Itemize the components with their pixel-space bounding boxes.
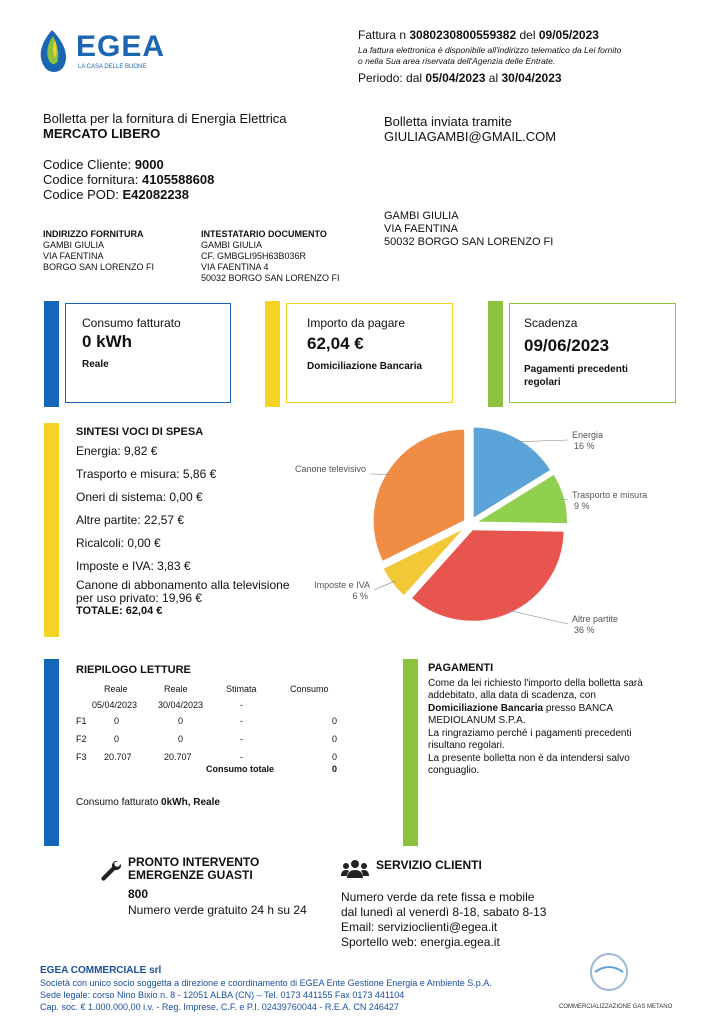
- payment-line-4: MEDIOLANUM S.P.A.: [428, 715, 526, 726]
- mailing-name: GAMBI GIULIA: [384, 210, 459, 222]
- pie-percent-label: 9 %: [574, 501, 590, 511]
- row-label: F1: [76, 716, 87, 726]
- period-to: 30/04/2023: [501, 71, 562, 85]
- holder-name: GAMBI GIULIA: [201, 240, 263, 250]
- invoice-number-line: [358, 28, 599, 42]
- holder-title: INTESTATARIO DOCUMENTO: [201, 229, 327, 239]
- readings-total-value: 0: [332, 764, 338, 774]
- service-email[interactable]: Email: servizioclienti@egea.it: [341, 920, 498, 934]
- footer: [40, 965, 580, 1013]
- notice-line-2: o nella Sua area riservata dell'Agenzia delle Entrate.: [358, 56, 556, 66]
- readings-footer: [76, 797, 220, 808]
- costs-title: SINTESI VOCI DI SPESA: [76, 426, 204, 438]
- certification-badge: [559, 950, 673, 1010]
- service-line-2: dal lunedì al venerdì 8-18, sabato 8-13: [341, 905, 547, 919]
- due-box: [509, 303, 676, 403]
- supply-address: [43, 229, 193, 273]
- row-c1: 0: [114, 716, 120, 726]
- row-label: F2: [76, 734, 87, 744]
- pie-leader-line: [508, 610, 568, 624]
- due-value: 09/06/2023: [524, 336, 610, 355]
- payment-line-5: La ringraziamo perché i pagamenti precedenti: [428, 727, 632, 739]
- period-prefix: Periodo: dal: [358, 71, 423, 85]
- consumption-bar: [44, 301, 59, 407]
- row-c4: 0: [332, 752, 338, 762]
- holder-cf: CF. GMBGLI95H63B036R: [201, 251, 307, 261]
- amount-method: Domiciliazione Bancaria: [307, 361, 423, 372]
- readings-title: RIEPILOGO LETTURE: [76, 664, 191, 676]
- readings-header-2: Reale: [164, 684, 188, 694]
- supply-address-line2: BORGO SAN LORENZO FI: [43, 262, 155, 272]
- row-c2: 20.707: [164, 752, 192, 762]
- cost-imposte: Imposte e IVA: 3,83 €: [76, 559, 191, 573]
- payment-line-1: Come da lei richiesto l'importo della bolletta sarà: [428, 677, 643, 689]
- service-info: [341, 890, 546, 950]
- payment-line-2: addebitato, alla data di scadenza, con: [428, 690, 596, 701]
- cost-energia: Energia: 9,82 €: [76, 444, 158, 458]
- costs-bar: [44, 423, 59, 637]
- certification-text: COMMERCIALIZZAZIONE GAS METANO: [559, 1004, 673, 1010]
- supply-title: Bolletta per la fornitura di Energia Elettrica: [43, 111, 287, 126]
- pie-label: Imposte e IVA: [314, 580, 370, 590]
- pie-percent-label: 6 %: [352, 591, 368, 601]
- period-line: [358, 71, 562, 85]
- row-c1: 0: [114, 734, 120, 744]
- users-icon: [341, 858, 369, 880]
- invoice-date: 09/05/2023: [538, 28, 599, 42]
- payment-text: [428, 662, 698, 778]
- cost-oneri: Oneri di sistema: 0,00 €: [76, 490, 203, 504]
- row-c3: -: [240, 734, 243, 744]
- due-note-2: regolari: [524, 377, 561, 388]
- pie-label: Trasporto e misura: [572, 490, 648, 500]
- customer-code-label: Codice Cliente:: [43, 157, 132, 172]
- pie-label: Energia: [572, 430, 604, 440]
- pie-label: Canone televisivo: [294, 464, 366, 474]
- einvoice-notice: [358, 45, 688, 67]
- period-mid: al: [488, 71, 499, 85]
- supply-address-name: GAMBI GIULIA: [43, 240, 105, 250]
- wrench-icon: [98, 858, 122, 882]
- readings-date-1: 05/04/2023: [92, 700, 138, 710]
- holder-street: VIA FAENTINA 4: [201, 262, 269, 272]
- invoice-date-prefix: del: [519, 28, 536, 42]
- payment-line-7: La presente bolletta non è da intendersi salvo: [428, 752, 630, 764]
- invoice-prefix: Fattura n: [358, 28, 407, 42]
- mailing-address: [384, 210, 553, 249]
- pie-label: Altre partite: [572, 614, 619, 624]
- readings-footer-value: 0kWh, Reale: [161, 797, 220, 808]
- service-web[interactable]: Sportello web: energia.egea.it: [341, 935, 500, 949]
- consumption-title: Consumo fatturato: [82, 316, 181, 330]
- emergency-number: 800: [128, 887, 149, 901]
- invoice-number: 3080230800559382: [409, 28, 517, 42]
- payment-line-3: [428, 703, 698, 716]
- row-c2: 0: [178, 716, 184, 726]
- cost-canone-2: per uso privato: 19,96 €: [76, 591, 203, 605]
- readings-date-3: -: [240, 700, 243, 710]
- readings-header-1: Reale: [104, 684, 128, 694]
- sent-to-email: GIULIAGAMBI@GMAIL.COM: [384, 129, 557, 144]
- row-c3: -: [240, 752, 243, 762]
- readings-header-4: Consumo: [290, 684, 329, 694]
- cost-canone-1: Canone di abbonamento alla televisione: [76, 578, 290, 592]
- mailing-city: 50032 BORGO SAN LORENZO FI: [384, 236, 554, 248]
- emergency-title: [128, 856, 259, 882]
- emergency-title-1: PRONTO INTERVENTO: [128, 855, 260, 869]
- consumption-box: [65, 303, 231, 403]
- footer-line-3: Cap. soc. € 1.000.000,00 i.v. - Reg. Imprese, C.F. e P.I. 02439760044 - R.E.A. CN 246427: [40, 1002, 399, 1012]
- supply-info: [43, 111, 343, 202]
- service-title: SERVIZIO CLIENTI: [376, 858, 482, 872]
- payment-line-8: conguaglio.: [428, 765, 480, 776]
- sent-to-label: Bolletta inviata tramite: [384, 114, 512, 129]
- customer-code-row: [43, 157, 343, 172]
- pod-code-row: [43, 187, 343, 202]
- pie-leader-line: [374, 581, 395, 590]
- cost-pie-chart: [280, 420, 660, 650]
- service-line-1: Numero verde da rete fissa e mobile: [341, 890, 535, 904]
- cost-altre: Altre partite: 22,57 €: [76, 513, 185, 527]
- readings-date-2: 30/04/2023: [158, 700, 204, 710]
- consumption-value: 0 kWh: [82, 332, 133, 351]
- customer-code: 9000: [134, 157, 164, 172]
- supply-code-label: Codice fornitura:: [43, 172, 139, 187]
- logo-tagline: LA CASA DELLE BUONE: [78, 64, 147, 70]
- row-c4: 0: [332, 716, 338, 726]
- payment-method: Domiciliazione Bancaria: [428, 702, 544, 714]
- notice-line-1: La fattura elettronica è disponibile all'indirizzo telematico da Lei fornito: [358, 45, 622, 55]
- period-from: 05/04/2023: [425, 71, 486, 85]
- payment-bar: [403, 659, 418, 846]
- supply-code: 4105588608: [142, 172, 215, 187]
- egea-logo: [34, 26, 184, 78]
- readings-footer-prefix: Consumo fatturato: [76, 797, 159, 808]
- cost-ricalcoli: Ricalcoli: 0,00 €: [76, 536, 161, 550]
- due-note: Pagamenti precedenti: [524, 364, 628, 375]
- footer-line-2: Sede legale: corso Nino Bixio n. 8 - 12051 ALBA (CN) – Tel. 0173 441155 Fax 0173 441104: [40, 990, 405, 1000]
- payment-line-6: risultano regolari.: [428, 740, 505, 751]
- certification-seal-icon: [579, 950, 639, 994]
- supply-address-title: INDIRIZZO FORNITURA: [43, 229, 144, 239]
- due-bar: [488, 301, 503, 407]
- readings-bar: [44, 659, 59, 846]
- supply-code-row: [43, 172, 343, 187]
- footer-company: EGEA COMMERCIALE srl: [40, 965, 162, 976]
- row-c3: -: [240, 716, 243, 726]
- amount-box: [286, 303, 453, 403]
- readings-total-label: Consumo totale: [206, 764, 275, 774]
- amount-title: Importo da pagare: [307, 316, 406, 330]
- pie-percent-label: 16 %: [574, 441, 595, 451]
- holder-city: 50032 BORGO SAN LORENZO FI: [201, 273, 340, 283]
- supply-address-line1: VIA FAENTINA: [43, 251, 104, 261]
- pod-code: E42082238: [122, 187, 190, 202]
- row-c4: 0: [332, 734, 338, 744]
- mailing-street: VIA FAENTINA: [384, 223, 458, 235]
- cost-trasporto: Trasporto e misura: 5,86 €: [76, 467, 217, 481]
- payment-bank-prefix: presso BANCA: [545, 702, 614, 714]
- readings-header-3: Stimata: [226, 684, 257, 694]
- sent-to: [384, 114, 684, 144]
- row-c2: 0: [178, 734, 184, 744]
- footer-line-1: Società con unico socio soggetta a direzione e coordinamento di EGEA Ente Gestione Energia e Ambiente S.p.A.: [40, 978, 492, 988]
- payment-title: PAGAMENTI: [428, 662, 494, 674]
- cost-totale: TOTALE: 62,04 €: [76, 605, 163, 617]
- amount-bar: [265, 301, 280, 407]
- costs-list: [76, 426, 296, 617]
- pie-leader-line: [516, 440, 568, 442]
- row-label: F3: [76, 752, 87, 762]
- document-holder: [201, 229, 371, 284]
- due-title: Scadenza: [524, 316, 578, 330]
- logo-name: EGEA: [76, 30, 166, 63]
- consumption-type: Reale: [82, 359, 109, 370]
- row-c1: 20.707: [104, 752, 132, 762]
- market-type: MERCATO LIBERO: [43, 126, 161, 141]
- amount-value: 62,04 €: [307, 334, 364, 353]
- emergency-note: Numero verde gratuito 24 h su 24: [128, 903, 307, 917]
- pod-code-label: Codice POD:: [43, 187, 119, 202]
- pie-percent-label: 36 %: [574, 625, 595, 635]
- emergency-title-2: EMERGENZE GUASTI: [128, 868, 253, 882]
